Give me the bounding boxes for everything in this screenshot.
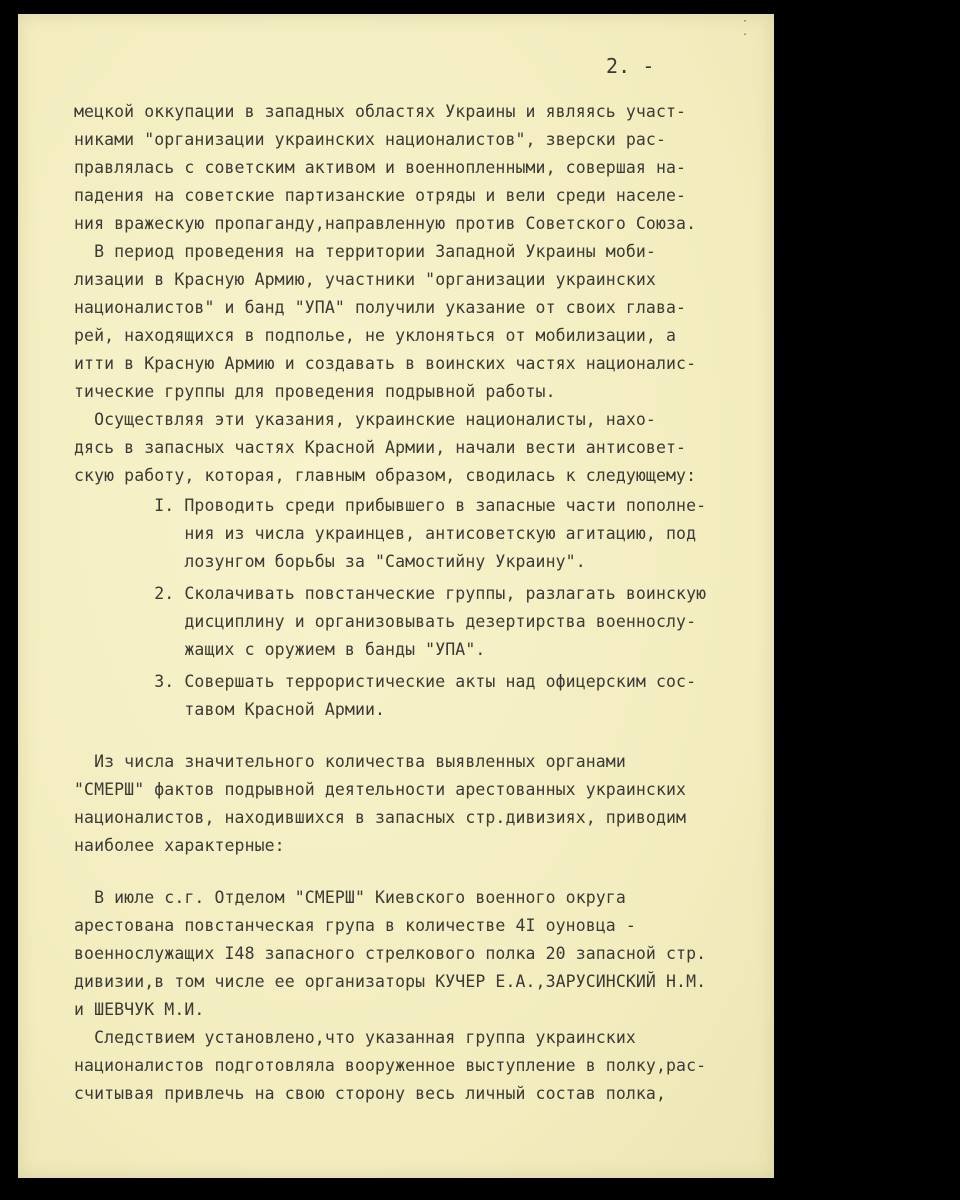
text-line: считывая привлечь на свою сторону весь личный состав полка, <box>74 1084 666 1103</box>
text-line: тавом Красной Армии. <box>74 700 386 719</box>
page-number: 2. - <box>606 54 655 78</box>
text-line: 3. Совершать террористические акты над офицерским сос- <box>74 672 697 691</box>
text-line: никами "организации украинских националистов", зверски рас- <box>74 130 666 149</box>
text-line: В период проведения на территории Западной Украины моби- <box>74 242 656 261</box>
text-line: скую работу, которая, главным образом, сводилась к следующему: <box>74 466 697 485</box>
text-line: националистов подготовляла вооруженное выступление в полку,рас- <box>74 1056 707 1075</box>
text-line: В июле с.г. Отделом "СМЕРШ" Киевского военного округа <box>74 888 626 907</box>
text-line: военнослужащих I48 запасного стрелкового полка 20 запасной стр. <box>74 944 707 963</box>
text-line: дивизии,в том числе ее организаторы КУЧЕР Е.А.,ЗАРУСИНСКИЙ Н.М. <box>74 972 707 991</box>
text-line: тические группы для проведения подрывной работы. <box>74 382 556 401</box>
text-line: "СМЕРШ" фактов подрывной деятельности арестованных украинских <box>74 780 687 799</box>
corner-mark: · . <box>742 16 749 38</box>
text-line: ния из числа украинцев, антисоветскую агитацию, под <box>74 524 697 543</box>
text-line: Следствием установлено,что указанная группа украинских <box>74 1028 636 1047</box>
typewritten-page <box>18 14 774 1178</box>
text-line: I. Проводить среди прибывшего в запасные части пополне- <box>74 496 707 515</box>
text-line: лизации в Красную Армию, участники "организации украинских <box>74 270 656 289</box>
text-line: арестована повстанческая група в количестве 4I оуновца - <box>74 916 636 935</box>
text-line: дясь в запасных частях Красной Армии, начали вести антисовет- <box>74 438 687 457</box>
text-line: ния вражескую пропаганду,направленную против Советского Союза. <box>74 214 697 233</box>
text-line: рей, находящихся в подполье, не уклоняться от мобилизации, а <box>74 326 677 345</box>
text-line: и ШЕВЧУК М.И. <box>74 1000 205 1019</box>
text-line: падения на советские партизанские отряды и вели среди населе- <box>74 186 687 205</box>
text-line: наиболее характерные: <box>74 836 285 855</box>
text-line: Осуществляя эти указания, украинские националисты, нахо- <box>74 410 656 429</box>
text-line: жащих с оружием в банды "УПА". <box>74 640 486 659</box>
text-line: националистов" и банд "УПА" получили указание от своих глава- <box>74 298 687 317</box>
text-line: лозунгом борьбы за "Самостийну Украину". <box>74 552 586 571</box>
text-line: Из числа значительного количества выявленных органами <box>74 752 626 771</box>
text-line: дисциплину и организовывать дезертирства военнослу- <box>74 612 697 631</box>
text-line: националистов, находившихся в запасных стр.дивизиях, приводим <box>74 808 687 827</box>
text-line: мецкой оккупации в западных областях Украины и являясь участ- <box>74 102 687 121</box>
text-line: правлялась с советским активом и военнопленными, совершая на- <box>74 158 687 177</box>
text-line: итти в Красную Армию и создавать в воинских частях националис- <box>74 354 697 373</box>
text-line: 2. Сколачивать повстанческие группы, разлагать воинскую <box>74 584 707 603</box>
